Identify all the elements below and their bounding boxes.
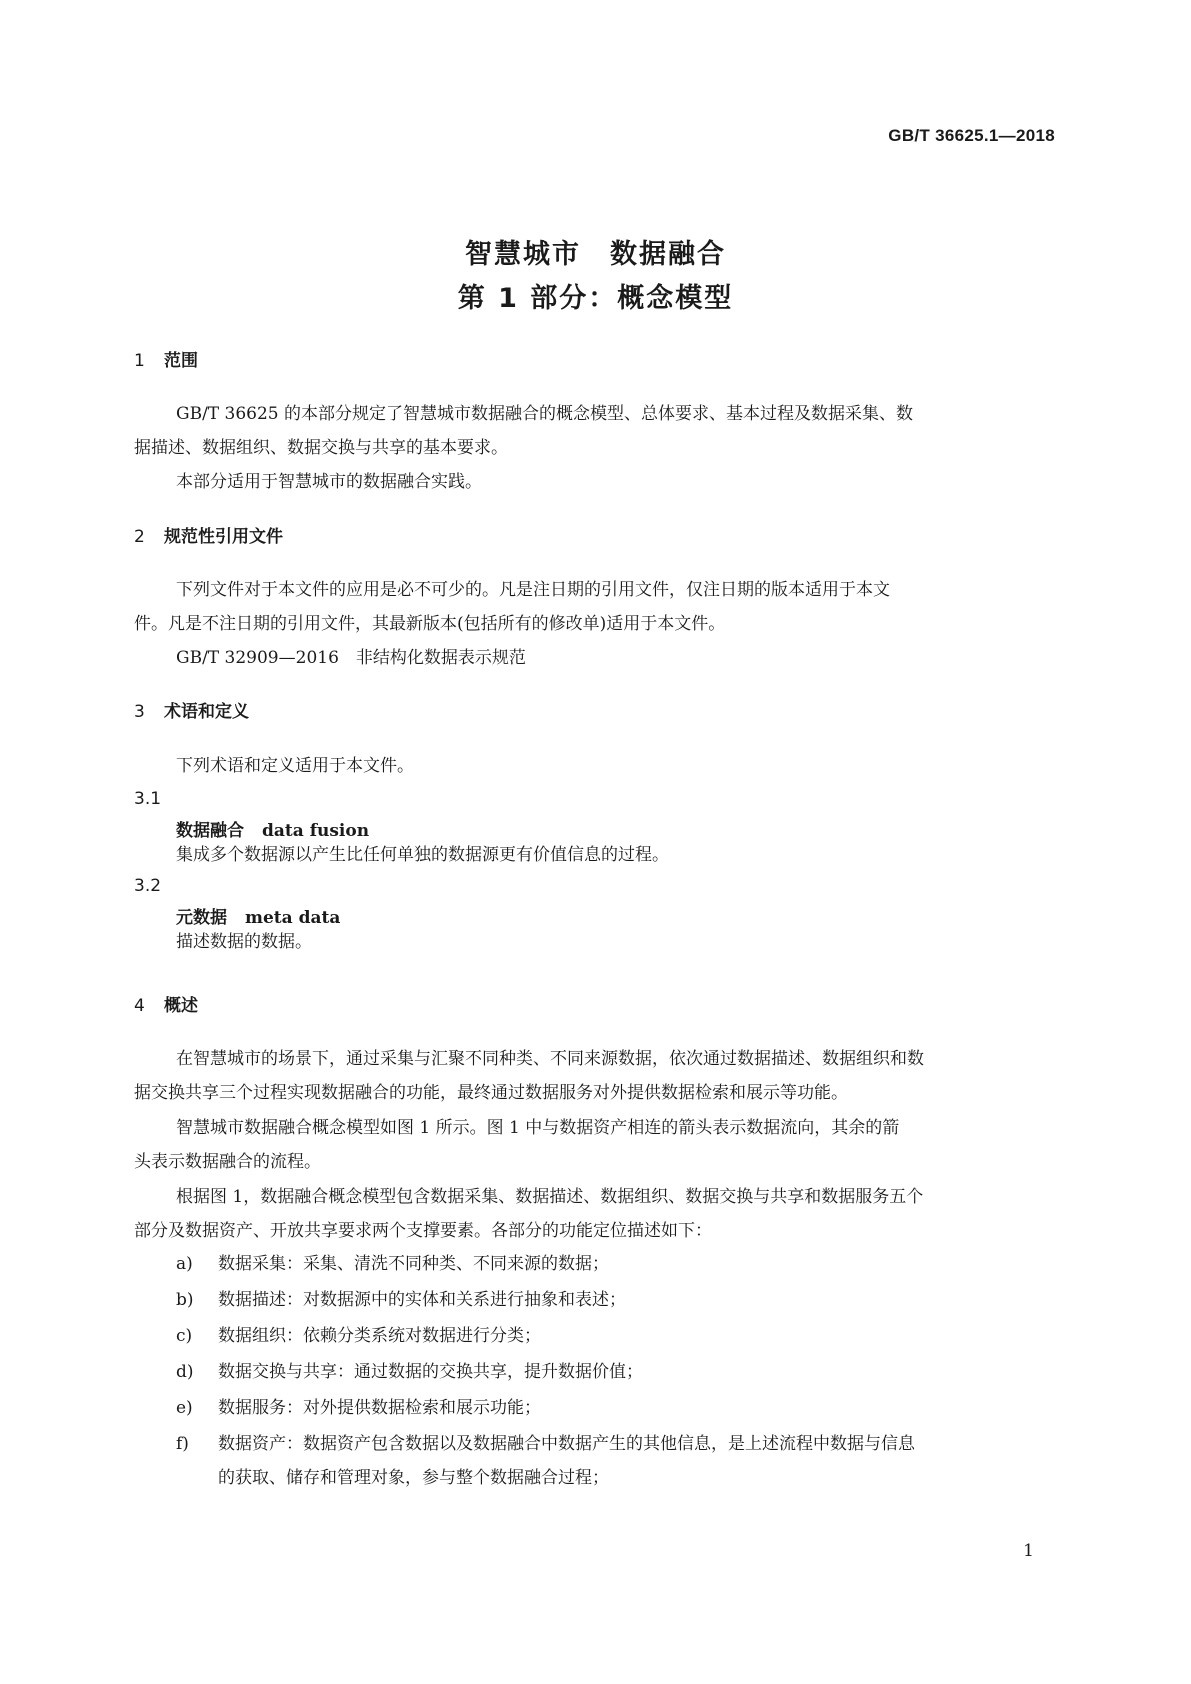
- paragraph: 下列文件对于本文件的应用是必不可少的。凡是注日期的引用文件，仅注日期的版本适用于本文: [176, 580, 890, 600]
- list-item: [176, 1247, 609, 1281]
- list-marker: a): [176, 1254, 193, 1274]
- standard-code: GB/T 36625.1—2018: [888, 126, 1055, 145]
- list-marker: c): [176, 1326, 193, 1346]
- paragraph-continuation: 据描述、数据组织、数据交换与共享的基本要求。: [134, 438, 508, 458]
- section-number: 4: [134, 996, 145, 1016]
- term-zh: 元数据: [176, 908, 227, 928]
- list-item: [176, 1319, 541, 1353]
- term-definition: 集成多个数据源以产生比任何单独的数据源更有价值信息的过程。: [176, 845, 669, 865]
- list-text: 数据描述：对数据源中的实体和关系进行抽象和表述；: [218, 1290, 626, 1310]
- list-item: [176, 1391, 541, 1425]
- paragraph-continuation: 头表示数据融合的流程。: [134, 1152, 321, 1172]
- list-text: 数据采集：采集、清洗不同种类、不同来源的数据；: [218, 1254, 609, 1274]
- list-marker: d): [176, 1362, 194, 1382]
- list-item-continuation: 的获取、储存和管理对象，参与整个数据融合过程；: [218, 1468, 609, 1488]
- list-item: [176, 1355, 643, 1389]
- term-en: data fusion: [262, 821, 370, 841]
- section-1-heading: [134, 346, 198, 371]
- list-text: 数据交换与共享：通过数据的交换共享，提升数据价值；: [218, 1362, 643, 1382]
- list-item: [176, 1283, 626, 1317]
- paragraph: 本部分适用于智慧城市的数据融合实践。: [176, 472, 482, 492]
- section-number: 1: [134, 351, 145, 371]
- paragraph: 下列术语和定义适用于本文件。: [176, 756, 414, 776]
- term-number: 3.1: [134, 789, 162, 809]
- paragraph: 智慧城市数据融合概念模型如图 1 所示。图 1 中与数据资产相连的箭头表示数据流向，其余的箭: [176, 1118, 900, 1138]
- section-2-heading: [134, 522, 283, 547]
- section-title: 范围: [164, 351, 198, 371]
- term-zh: 数据融合: [176, 821, 244, 841]
- list-marker: b): [176, 1290, 194, 1310]
- section-number: 2: [134, 527, 145, 547]
- list-marker: f): [176, 1434, 189, 1454]
- list-text: 数据服务：对外提供数据检索和展示功能；: [218, 1398, 541, 1418]
- list-text: 数据资产：数据资产包含数据以及数据融合中数据产生的其他信息，是上述流程中数据与信息: [218, 1434, 915, 1454]
- paragraph: 根据图 1，数据融合概念模型包含数据采集、数据描述、数据组织、数据交换与共享和数据服务五个: [176, 1187, 924, 1207]
- section-3-heading: [134, 697, 249, 722]
- document-title: 智慧城市 数据融合: [465, 239, 726, 270]
- page-number: 1: [1023, 1541, 1034, 1561]
- paragraph: GB/T 36625 的本部分规定了智慧城市数据融合的概念模型、总体要求、基本过程及数据采集、数: [176, 404, 914, 424]
- list-item: [176, 1427, 915, 1461]
- document-subtitle: 第 1 部分：概念模型: [457, 283, 734, 314]
- section-number: 3: [134, 702, 145, 722]
- term-definition: 描述数据的数据。: [176, 932, 312, 952]
- section-4-heading: [134, 991, 198, 1016]
- paragraph: 在智慧城市的场景下，通过采集与汇聚不同种类、不同来源数据，依次通过数据描述、数据组织和数: [176, 1049, 924, 1069]
- term-number: 3.2: [134, 876, 162, 896]
- paragraph-continuation: 件。凡是不注日期的引用文件，其最新版本(包括所有的修改单)适用于本文件。: [134, 614, 726, 634]
- section-title: 术语和定义: [164, 702, 249, 722]
- paragraph-continuation: 部分及数据资产、开放共享要求两个支撑要素。各部分的功能定位描述如下：: [134, 1221, 712, 1241]
- section-title: 规范性引用文件: [164, 527, 283, 547]
- term-en: meta data: [245, 908, 341, 928]
- paragraph-continuation: 据交换共享三个过程实现数据融合的功能，最终通过数据服务对外提供数据检索和展示等功能。: [134, 1083, 848, 1103]
- section-title: 概述: [164, 996, 198, 1016]
- list-marker: e): [176, 1398, 193, 1418]
- normative-reference: GB/T 32909—2016 非结构化数据表示规范: [176, 648, 526, 668]
- list-text: 数据组织：依赖分类系统对数据进行分类；: [218, 1326, 541, 1346]
